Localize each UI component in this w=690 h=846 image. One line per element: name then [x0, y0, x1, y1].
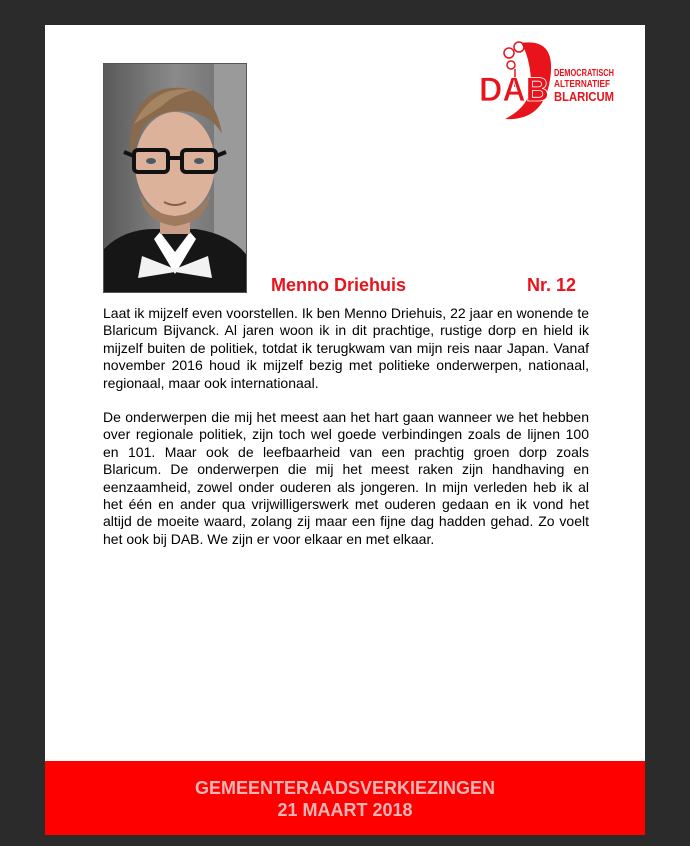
footer-election-title: GEMEENTERAADSVERKIEZINGEN — [194, 778, 496, 798]
logo-line-alternatief: ALTERNATIEF — [554, 79, 610, 90]
logo-letters: DAB — [479, 71, 549, 109]
candidate-number: Nr. 12 — [527, 275, 577, 295]
bio-paragraph-2: De onderwerpen die mij het meest aan het hart gaan wanneer we het hebben over regionale politiek, zijn toch wel goede verbindingen zoals de lijnen 100 en 101. Maar ook de leefbaarheid van een prachtig groen dorp zoals Blaricum. De onderwerpen die mij het meest raken zijn handhaving en eenzaamheid, zowel onder ouderen als jongeren. In mijn verleden heb ik al het één en ander qua vrijwilligerswerk met ouderen gedaan en ik vond het altijd de moeite waard, zolang zij maar een fijne dag hadden gehad. Zo voelt het ook bij DAB. We zijn er voor elkaar en met elkaar. — [103, 409, 589, 547]
logo-line-blaricum: BLARICUM — [554, 89, 614, 104]
candidate-bio — [103, 305, 589, 565]
dab-logo — [475, 39, 615, 123]
bio-paragraph-1: Laat ik mijzelf even voorstellen. Ik ben Menno Driehuis, 22 jaar en wonende te Blaricum Bijvanck. Al jaren woon ik in dit prachtige, rustige dorp en hield ik mijzelf buiten de politiek, totdat ik terugkwam van mijn reis naar Japan. Vanaf november 2016 houd ik mijzelf bezig met politieke onderwerpen, nationaal, regionaal, maar ook internationaal. — [103, 305, 589, 391]
candidate-name: Menno Driehuis — [271, 275, 407, 295]
footer-election-date: 21 MAART 2018 — [277, 800, 413, 820]
election-footer — [45, 761, 645, 835]
candidate-page — [45, 25, 645, 835]
logo-line-democratisch: DEMOCRATISCH — [554, 67, 614, 79]
candidate-photo — [103, 63, 247, 293]
